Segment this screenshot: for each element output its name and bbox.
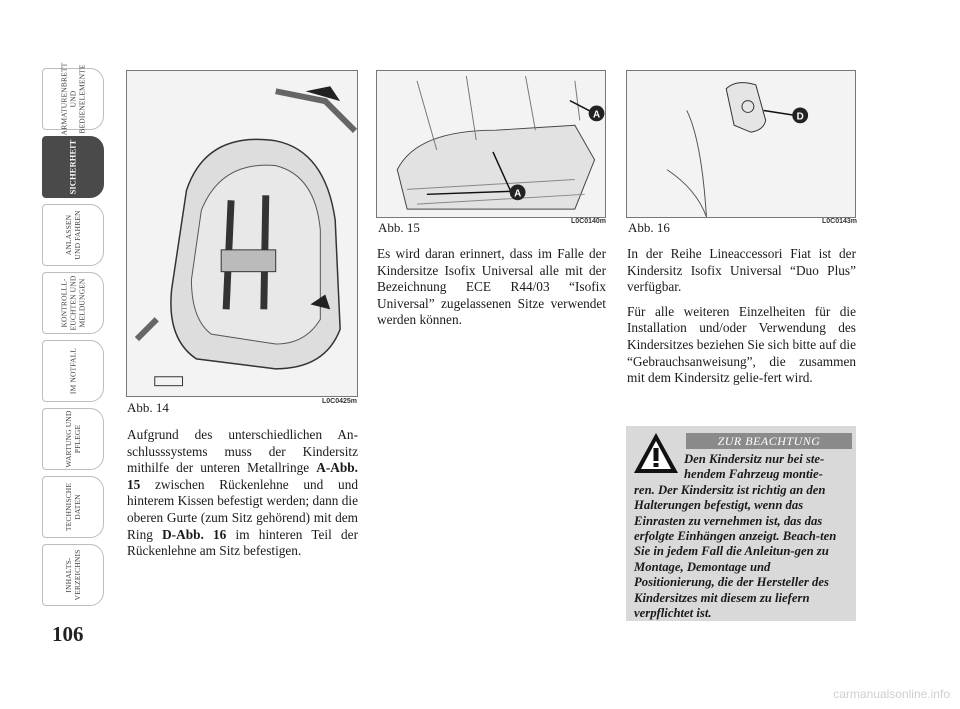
figure-14-caption: Abb. 14 [127, 400, 169, 415]
seat-isofix-illustration [377, 71, 605, 217]
warning-text: Den Kindersitz nur bei ste-hendem Fahrzeug montie- ren. Der Kindersitz ist richtig an den Halterungen befestigt, wenn das Einrasten zu vernehmen ist, das das erfolgte Einhängen anzeigt. Beach-ten Sie in jedem Fall die Anleitun-gen zu Montage, Demontage und Positionierung, die der Hersteller des Kindersitzes mit diesem zu liefern verpflichtet ist. [634, 452, 837, 621]
col3-paragraph-2: Für alle weiteren Einzelheiten für die Installation und/oder Verwendung des Kindersitzes beziehen Sie sich bitte auf die “Gebrauchsanweisung”, die zusammen mit dem Kindersitz gelie-fert wird. [627, 303, 856, 386]
page-number: 106 [52, 622, 84, 646]
figure-15-code: L0C0140m [571, 218, 607, 225]
col3-body-text [627, 246, 856, 395]
chapter-tabs [42, 62, 104, 612]
figure-ring-d [626, 70, 856, 218]
col2-body-text: Es wird daran erinnert, dass im Falle der Kindersitze Isofix Universal alle mit der Bezeichnung ECE R44/03 “Isofix Universal” zugelassenen Sitze verwendet werden können. [377, 246, 606, 328]
tab-sicherheit[interactable]: SICHERHEIT [42, 136, 104, 198]
figure-15-caption: Abb. 15 [378, 220, 420, 235]
tab-armaturenbrett[interactable]: ARMATURENBRETT UND BEDIENELEMENTE [42, 68, 104, 130]
tab-kontrollleuchten[interactable]: KONTROLLL- EUCHTEN UND MELDUNGEN [42, 272, 104, 334]
marker-a-lower: A [514, 188, 522, 200]
child-seat-illustration [127, 71, 357, 396]
col3-paragraph-1: In der Reihe Lineaccessori Fiat ist der Kindersitz Isofix Universal “Duo Plus” verfügbar. [627, 246, 856, 295]
ref-a-abb-15: A-Abb. 15 [127, 460, 358, 492]
tab-wartung[interactable]: WARTUNG UND PFLEGE [42, 408, 104, 470]
figure-14-code: L0C0425m [322, 398, 358, 405]
tab-technische-daten[interactable]: TECHNISCHE DATEN [42, 476, 104, 538]
ref-d-abb-16: D-Abb. 16 [162, 526, 227, 542]
marker-d: D [796, 111, 804, 123]
figure-16-code: L0C0143m [822, 218, 858, 225]
ring-d-illustration [627, 71, 855, 217]
col1-body-text: Aufgrund des unterschiedlichen An-schlusssystems muss der Kindersitz mithilfe der unteren Metallringe A-Abb. 15 zwischen Rückenlehne und und hinterem Kissen befestigt werden; dann die oberen Gurte (zum Sitz gehörend) mit dem Ring D-Abb. 16 im hinteren Teil der Rückenlehne am Sitz befestigen. [127, 427, 359, 559]
tab-anlassen[interactable]: ANLASSEN UND FAHREN [42, 204, 104, 266]
warning-title: ZUR BEACHTUNG [686, 433, 852, 449]
watermark: carmanualsonline.info [833, 687, 950, 701]
tab-im-notfall[interactable]: IM NOTFALL [42, 340, 104, 402]
figure-16-caption: Abb. 16 [628, 220, 670, 235]
figure-isofix-rings [376, 70, 606, 218]
figure-child-seat [126, 70, 358, 397]
marker-a-upper: A [592, 109, 601, 121]
tab-inhaltsverzeichnis[interactable]: INHALTS- VERZEICHNIS [42, 544, 104, 606]
